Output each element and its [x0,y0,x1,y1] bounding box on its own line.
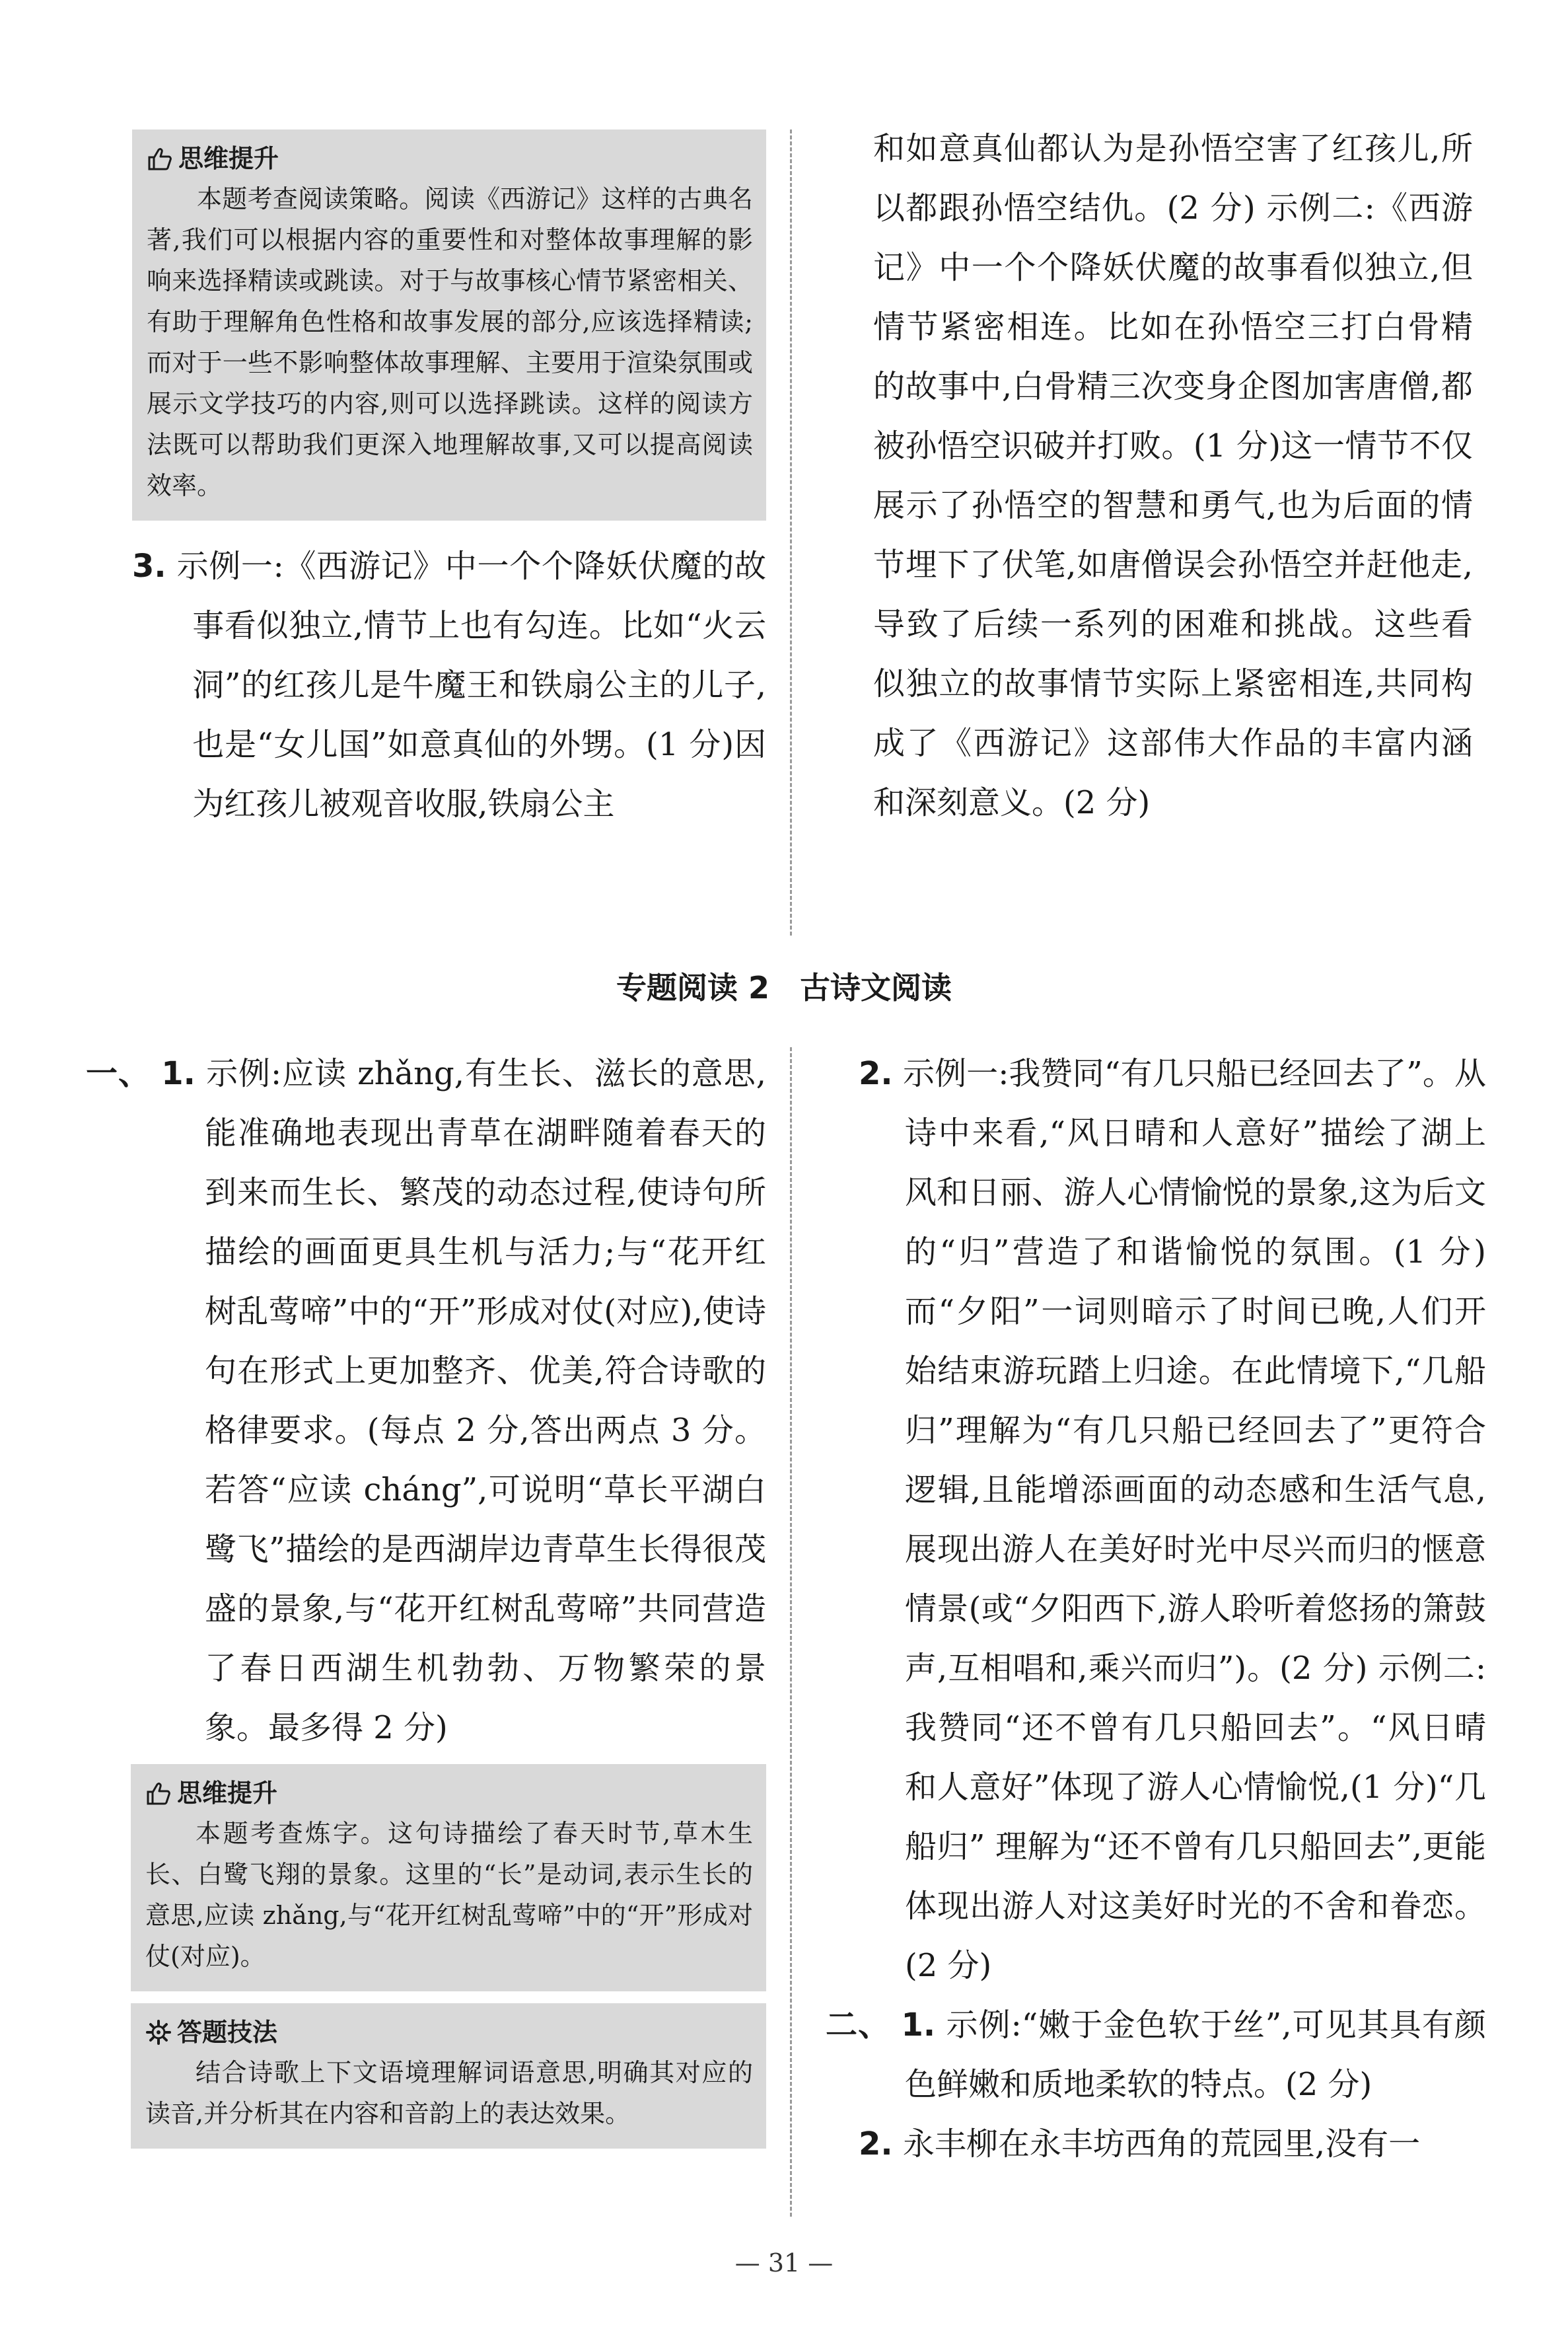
s1q1-number: 1. [161,1055,196,1092]
thumbs-up-icon [145,1780,172,1806]
tip-title [147,139,753,178]
s2q1-text: 示例:“嫩于金色软于丝”,可见其具有颜色鲜嫩和质地柔软的特点。(2 分) [905,2007,1486,2103]
thinking-tip-box-2 [131,1764,766,1991]
section-1-mark: 一、 [86,1055,151,1092]
top-left-column [132,129,766,834]
s1q2-number: 2. [859,1055,893,1092]
page-number: — 31 — [734,2248,834,2277]
section-2-mark: 二、 [826,2007,891,2044]
tip1-text: 本题考查炼字。这句诗描绘了春天时节,草木生长、白鹭飞翔的景象。这里的“长”是动词,表示生长的意思,应读 zhǎng,与“花开红树乱莺啼”中的“开”形成对仗(对应)。 [145,1819,753,1971]
tip1-title-text: 思维提升 [177,1779,278,1808]
tip2-title [145,2012,753,2052]
q3-number: 3. [132,548,166,585]
s1q1-text: 示例:应读 zhǎng,有生长、滋长的意思,能准确地表现出青草在湖畔随着春天的到来而生长、繁茂的动态过程,使诗句所描绘的画面更具生机与活力;与“花开红树乱莺啼”中的“开”形成对仗(对应),使诗句在形式上更加整齐、优美,符合诗歌的格律要求。(每点 2 分,答出两点 3 分。若答“应读 cháng”,可说明“草长平湖白鹭飞”描绘的是西湖岸边青草生长得很茂盛的景象,与“花开红树乱莺啼”共同营造了春日西湖生机勃勃、万物繁荣的景象。最多得 2 分) [205,1055,766,1746]
tip2-title-text: 答题技法 [177,2018,278,2047]
tip1-title [145,1773,753,1813]
column-divider-bottom [790,1047,792,2217]
thinking-tip-box [132,129,766,521]
section-heading: 专题阅读 2 古诗文阅读 [616,970,952,1006]
bottom-left-column [86,1044,766,2149]
answer-s2-q2 [826,2114,1486,2174]
column-divider-top [790,129,792,936]
thumbs-up-icon [147,145,173,172]
q3-text: 示例一:《西游记》中一个个降妖伏魔的故事看似独立,情节上也有勾连。比如“火云洞”的红孩儿是牛魔王和铁扇公主的儿子,也是“女儿国”如意真仙的外甥。(1 分)因为红孩儿被观音收服,铁扇公主 [176,548,766,823]
tip-text: 本题考查阅读策略。阅读《西游记》这样的古典名著,我们可以根据内容的重要性和对整体故事理解的影响来选择精读或跳读。对于与故事核心情节紧密相关、有助于理解角色性格和故事发展的部分,应该选择精读;而对于一些不影响整体故事理解、主要用于渲染氛围或展示文学技巧的内容,则可以选择跳读。这样的阅读方法既可以帮助我们更深入地理解故事,又可以提高阅读效率。 [147,184,753,500]
s2q2-number: 2. [859,2125,893,2162]
bottom-right-column [826,1044,1486,2174]
top-right-column [839,119,1473,832]
answer-s1-q2 [826,1044,1486,1995]
tip2-text: 结合诗歌上下文语境理解词语意思,明确其对应的读音,并分析其在内容和音韵上的表达效果。 [145,2058,753,2128]
tip-title-text: 思维提升 [178,144,279,173]
s2q2-text: 永丰柳在永丰坊西角的荒园里,没有一 [902,2125,1421,2162]
answer-q3 [132,536,766,834]
s1q2-text: 示例一:我赞同“有几只船已经回去了”。从诗中来看,“风日晴和人意好”描绘了湖上风和日丽、游人心情愉悦的景象,这为后文的“归”营造了和谐愉悦的氛围。(1 分)而“夕阳”一词则暗示了时间已晚,人们开始结束游玩踏上归途。在此情境下,“几船归”理解为“有几只船已经回去了”更符合逻辑,且能增添画面的动态感和生活气息,展现出游人在美好时光中尽兴而归的惬意情景(或“夕阳西下,游人聆听着悠扬的箫鼓声,互相唱和,乘兴而归”)。(2 分) 示例二:我赞同“还不曾有几只船回去”。“风日晴和人意好”体现了游人心情愉悦,(1 分)“几船归” 理解为“还不曾有几只船回去”,更能体现出游人对这美好时光的不舍和眷恋。(2 分) [903,1055,1486,1984]
answer-q3-continued: 和如意真仙都认为是孙悟空害了红孩儿,所以都跟孙悟空结仇。(2 分) 示例二:《西游记》中一个个降妖伏魔的故事看似独立,但情节紧密相连。比如在孙悟空三打白骨精的故事中,白骨精三次变身企图加害唐僧,都被孙悟空识破并打败。(1 分)这一情节不仅展示了孙悟空的智慧和勇气,也为后面的情节埋下了伏笔,如唐僧误会孙悟空并赶他走,导致了后续一系列的困难和挑战。这些看似独立的故事情节实际上紧密相连,共同构成了《西游记》这部伟大作品的丰富内涵和深刻意义。(2 分) [873,130,1473,821]
s2q1-number: 1. [901,2007,936,2044]
gear-icon [145,2019,172,2046]
answer-s1-q1 [86,1044,766,1757]
answer-s2-q1 [826,1995,1486,2114]
answer-technique-box [131,2003,766,2149]
